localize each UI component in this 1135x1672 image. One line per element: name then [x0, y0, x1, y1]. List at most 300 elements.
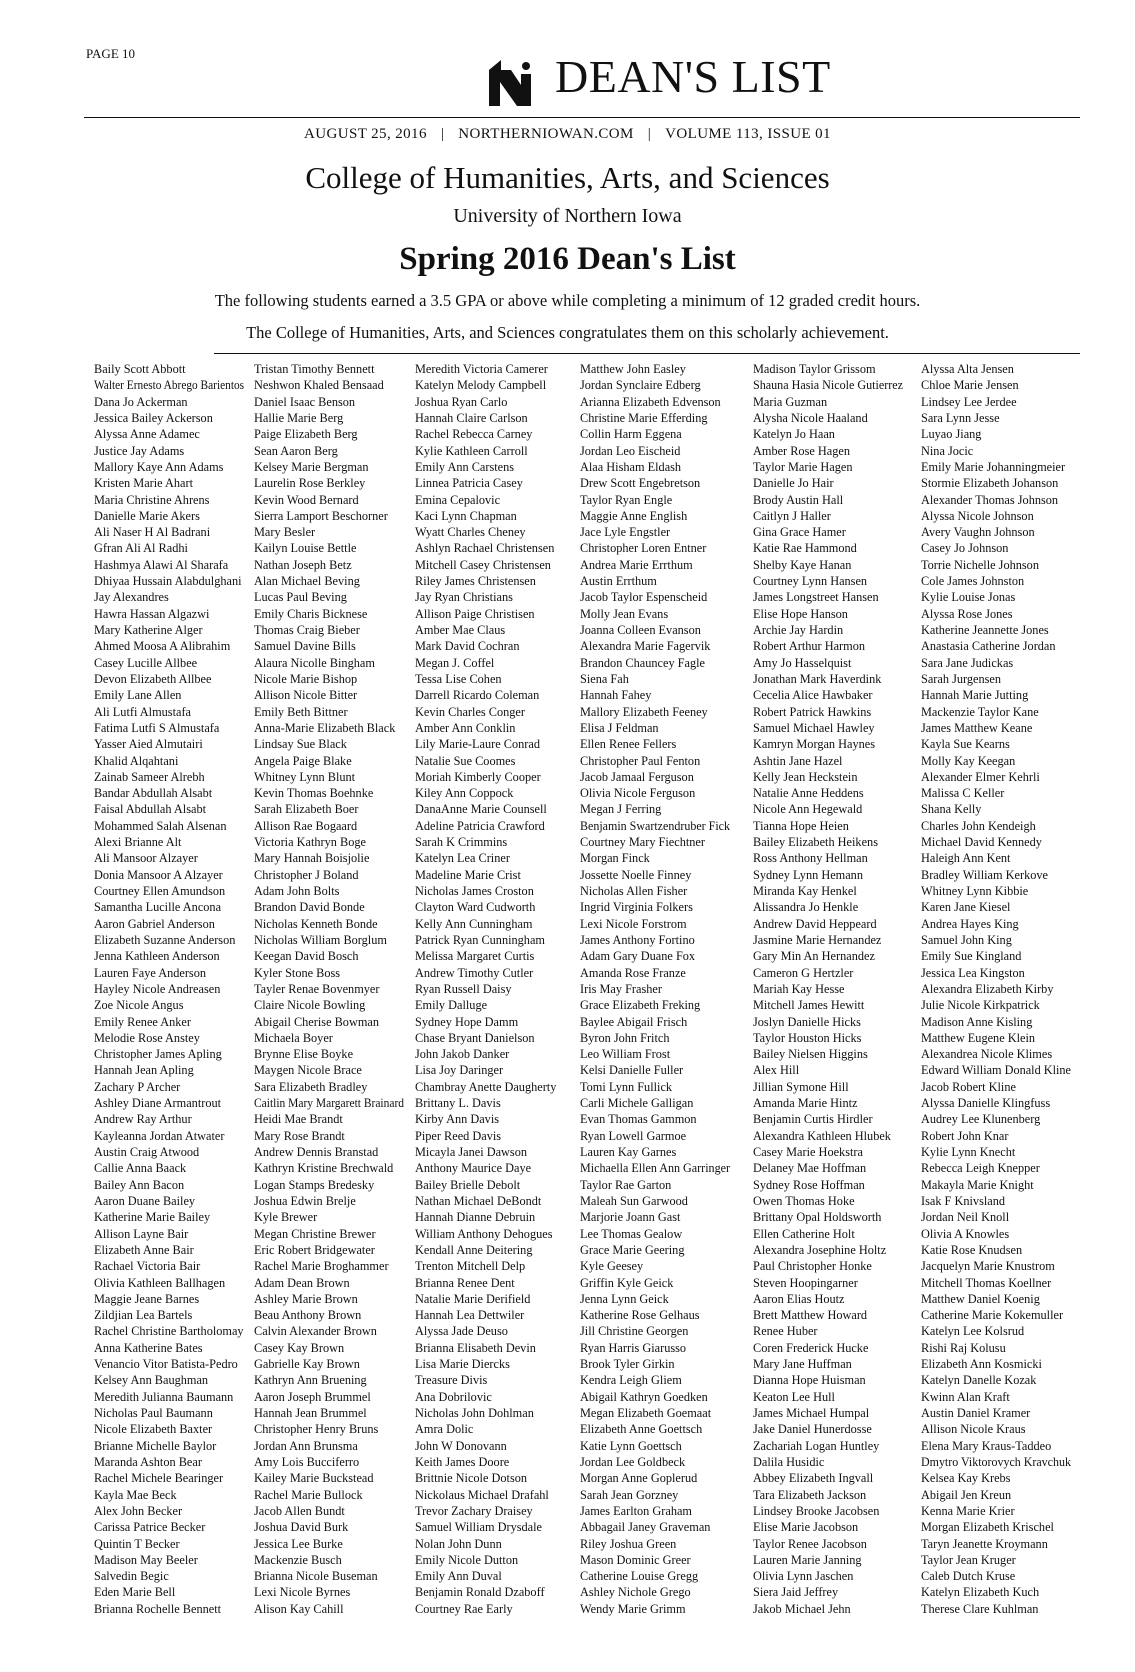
student-name: Baily Scott Abbott [94, 362, 186, 376]
student-name: Courtney Mary Fiechtner [580, 835, 705, 850]
student-name: Robert John Knar [921, 1128, 1009, 1143]
student-name: Quintin T Becker [94, 1536, 180, 1551]
student-name: Amy Jo Hasselquist [753, 655, 852, 670]
student-name: James Earlton Graham [580, 1503, 692, 1518]
divider [214, 353, 1080, 354]
student-name: Tessa Lise Cohen [415, 671, 502, 686]
student-name: Ana Dobrilovic [415, 1389, 492, 1404]
student-name: Samuel Michael Hawley [753, 720, 875, 735]
student-name: Adam John Bolts [254, 884, 340, 898]
student-name: Ashley Nichole Grego [580, 1585, 691, 1600]
student-name: Shelby Kaye Hanan [753, 557, 852, 572]
student-name: Darrell Ricardo Coleman [415, 688, 540, 703]
student-name: Lexi Nicole Forstrom [580, 916, 687, 931]
student-name: Samuel John King [921, 932, 1012, 947]
student-name: Mariah Kay Hesse [753, 981, 845, 996]
student-name: Thomas Craig Bieber [254, 623, 360, 637]
student-name: Drew Scott Engebretson [580, 476, 701, 491]
student-name: Katherine Marie Bailey [94, 1210, 211, 1225]
student-name: Jake Daniel Hunerdosse [753, 1422, 872, 1437]
student-name: Mackenzie Taylor Kane [921, 704, 1039, 719]
student-name: Amy Lois Bucciferro [254, 1454, 360, 1469]
student-name: Cole James Johnston [921, 574, 1025, 589]
student-name: Jillian Symone Hill [753, 1079, 849, 1094]
student-name: Allison Layne Bair [94, 1226, 189, 1241]
student-name: Makayla Marie Knight [921, 1177, 1034, 1192]
student-name: Griffin Kyle Geick [580, 1275, 674, 1290]
student-name: Jay Alexandres [94, 590, 169, 605]
student-name: Katelyn Melody Campbell [415, 378, 547, 393]
student-name: Kirby Ann Davis [415, 1112, 500, 1127]
student-name: Brittany L. Davis [415, 1096, 501, 1111]
student-name: Mitchell James Hewitt [753, 998, 865, 1013]
student-name: Meredith Victoria Camerer [415, 362, 548, 376]
student-name: Elizabeth Suzanne Anderson [94, 932, 236, 947]
student-name: Matthew Eugene Klein [921, 1030, 1036, 1045]
student-name: James Matthew Keane [921, 720, 1033, 735]
student-name: Kenna Marie Krier [921, 1503, 1015, 1518]
student-name: Bailey Brielle Debolt [415, 1177, 521, 1192]
student-name: Kayla Sue Kearns [921, 737, 1010, 752]
names-column-3 [415, 361, 573, 1617]
student-name: Rachael Victoria Bair [94, 1259, 201, 1274]
student-name: Owen Thomas Hoke [753, 1193, 855, 1208]
student-name: Bandar Abdullah Alsabt [94, 786, 213, 801]
student-name: Adam Dean Brown [254, 1275, 350, 1290]
student-name: Katelyn Lee Kolsrud [921, 1324, 1025, 1339]
student-name: Mackenzie Busch [254, 1552, 342, 1567]
student-name: Lindsey Brooke Jacobsen [753, 1503, 880, 1518]
masthead-title: DEAN'S LIST [555, 51, 831, 102]
student-name: Natalie Sue Coomes [415, 753, 516, 768]
student-name: Jonathan Mark Haverdink [753, 671, 882, 686]
student-name: James Michael Humpal [753, 1406, 870, 1420]
student-name: Hannah Marie Jutting [921, 688, 1029, 703]
student-name: Venancio Vitor Batista-Pedro [94, 1357, 238, 1372]
student-name: Siera Jaid Jeffrey [753, 1585, 839, 1600]
student-name: Ryan Russell Daisy [415, 981, 512, 996]
student-name: Mary Rose Brandt [254, 1128, 345, 1143]
student-name: Whitney Lynn Kibbie [921, 884, 1029, 898]
student-name: Arianna Elizabeth Edvenson [580, 394, 721, 409]
student-name: Nicole Marie Bishop [254, 671, 358, 686]
student-name: Adeline Patricia Crawford [415, 818, 545, 833]
student-name: Sarah Elizabeth Boer [254, 802, 359, 817]
student-name: Jenna Lynn Geick [580, 1291, 669, 1306]
northern-iowan-logo-icon [487, 60, 537, 106]
student-name: Paige Elizabeth Berg [254, 427, 358, 442]
student-name: Ross Anthony Hellman [753, 851, 868, 866]
student-name: Olivia Kathleen Ballhagen [94, 1275, 226, 1290]
student-name: Andrew Ray Arthur [94, 1112, 192, 1127]
student-name: Rachel Marie Broghammer [254, 1259, 389, 1274]
student-name: Kathryn Kristine Brechwald [254, 1161, 394, 1176]
student-name: Neshwon Khaled Bensaad [254, 378, 384, 393]
student-name: Benjamin Ronald Dzaboff [415, 1585, 545, 1600]
student-name: Andrew Timothy Cutler [415, 965, 534, 980]
student-name: Heidi Mae Brandt [254, 1112, 343, 1127]
student-name: Emily Nicole Dutton [415, 1552, 519, 1567]
congratulations-text: The College of Humanities, Arts, and Sciences congratulates them on this scholarly achievement. [246, 323, 889, 342]
student-name: Amra Dolic [415, 1422, 474, 1437]
student-name: Alison Kay Cahill [254, 1601, 344, 1616]
student-name: Jordan Ann Brunsma [254, 1438, 358, 1453]
student-name: Emily Ann Carstens [415, 459, 515, 474]
student-name: Katherine Rose Gelhaus [580, 1308, 700, 1323]
student-name: Linnea Patricia Casey [415, 476, 523, 491]
student-name: Cecelia Alice Hawbaker [753, 688, 873, 703]
student-name: Benjamin Swartzendruber Fick [580, 818, 730, 833]
student-name: Bailey Ann Bacon [94, 1177, 185, 1192]
student-name: Alexander Thomas Johnson [921, 492, 1059, 507]
student-name: Courtney Lynn Hansen [753, 574, 868, 589]
student-name: Wendy Marie Grimm [580, 1601, 686, 1616]
student-name: Charles John Kendeigh [921, 818, 1036, 833]
student-name: Eric Robert Bridgewater [254, 1242, 375, 1257]
student-name: Zildjian Lea Bartels [94, 1308, 193, 1323]
student-name: Katie Rae Hammond [753, 541, 857, 556]
student-name: Emily Marie Johanningmeier [921, 459, 1066, 474]
student-name: Alexander Elmer Kehrli [921, 769, 1040, 784]
student-name: Brett Matthew Howard [753, 1308, 868, 1323]
student-name: Katherine Jeannette Jones [921, 623, 1049, 637]
student-name: Katie Rose Knudsen [921, 1242, 1023, 1257]
student-name: Samantha Lucille Ancona [94, 900, 222, 915]
student-name: Alex Hill [753, 1063, 800, 1078]
student-name: Molly Jean Evans [580, 606, 669, 621]
student-name: Lauren Kay Garnes [580, 1145, 677, 1159]
student-name: Archie Jay Hardin [753, 623, 844, 637]
student-name: Mary Hannah Boisjolie [254, 851, 370, 866]
student-name: Taylor Renee Jacobson [753, 1536, 867, 1551]
student-name: Lisa Marie Diercks [415, 1357, 510, 1372]
student-name: Elisa J Feldman [580, 720, 659, 735]
student-name: Hannah Jean Apling [94, 1063, 194, 1078]
student-name: Nicholas John Dohlman [415, 1406, 534, 1420]
student-name: Devon Elizabeth Allbee [94, 671, 212, 686]
student-name: Maggie Jeane Barnes [94, 1291, 200, 1306]
student-name: Kelly Ann Cunningham [415, 916, 533, 931]
student-name: Kyle Geesey [580, 1259, 644, 1274]
student-name: Courtney Rae Early [415, 1601, 513, 1616]
student-name: Jessica Lea Kingston [921, 965, 1025, 980]
student-name: Rachel Michele Bearinger [94, 1471, 224, 1486]
student-name: Amber Ann Conklin [415, 720, 516, 735]
student-name: Logan Stamps Bredesky [254, 1177, 375, 1192]
student-name: Jessica Lee Burke [254, 1536, 343, 1551]
student-name: Mallory Elizabeth Feeney [580, 704, 708, 719]
student-name: Brianna Rochelle Bennett [94, 1601, 222, 1616]
student-name: Taylor Marie Hagen [753, 459, 853, 474]
student-name: Jossette Noelle Finney [580, 867, 692, 882]
student-name: Jacob Jamaal Ferguson [580, 769, 694, 784]
student-name: Kendra Leigh Gliem [580, 1373, 682, 1388]
student-name: Alaura Nicolle Bingham [254, 655, 375, 670]
student-name: Cameron G Hertzler [753, 965, 854, 980]
student-name: Donia Mansoor A Alzayer [94, 867, 223, 882]
student-name: Clayton Ward Cudworth [415, 900, 536, 915]
student-name: Alexandra Kathleen Hlubek [753, 1128, 891, 1143]
student-name: Jacob Allen Bundt [254, 1503, 345, 1518]
student-name: Alyssa Jade Deuso [415, 1324, 508, 1339]
student-name: Amber Mae Claus [415, 623, 506, 637]
student-name: Victoria Kathryn Boge [254, 835, 366, 850]
student-name: Trenton Mitchell Delp [415, 1259, 526, 1274]
student-name: Lisa Joy Daringer [415, 1063, 504, 1078]
student-name: Malissa C Keller [921, 786, 1005, 801]
student-name: Micayla Janei Dawson [415, 1145, 528, 1159]
student-name: Siena Fah [580, 671, 629, 686]
student-name: Brianna Nicole Buseman [254, 1569, 378, 1584]
student-name: Evan Thomas Gammon [580, 1112, 697, 1127]
student-name: Brandon Chauncey Fagle [580, 655, 705, 670]
student-name: Wyatt Charles Cheney [415, 525, 526, 540]
names-column-4 [580, 361, 738, 1617]
student-name: Brittnie Nicole Dotson [415, 1471, 528, 1486]
student-name: Austin Daniel Kramer [921, 1406, 1031, 1420]
student-name: Kylie Louise Jonas [921, 590, 1016, 605]
website-link[interactable]: NORTHERNIOWAN.COM [458, 126, 634, 142]
student-name: Abigail Cherise Bowman [254, 1014, 379, 1029]
student-name: Kevin Thomas Boehnke [254, 786, 374, 801]
student-name: Calvin Alexander Brown [254, 1324, 377, 1339]
student-name: Emily Sue Kingland [921, 949, 1022, 964]
student-name: Andrew Dennis Branstad [254, 1145, 379, 1159]
student-name: Brianne Michelle Baylor [94, 1438, 217, 1453]
student-name: Mallory Kaye Ann Adams [94, 459, 224, 474]
student-name: Anastasia Catherine Jordan [921, 639, 1056, 654]
student-name: Kayla Mae Beck [94, 1487, 177, 1502]
student-name: Kelsey Ann Baughman [94, 1373, 209, 1388]
student-name: Morgan Anne Goplerud [580, 1471, 698, 1486]
student-name: Alexandra Josephine Holtz [753, 1242, 887, 1257]
student-name: Tayler Renae Bovenmyer [254, 981, 380, 996]
student-name: Miranda Kay Henkel [753, 884, 857, 898]
student-name: Megan Elizabeth Goemaat [580, 1406, 712, 1420]
student-name: Karen Jane Kiesel [921, 900, 1011, 915]
student-name: Natalie Marie Derifield [415, 1291, 531, 1306]
student-name: Alexandra Elizabeth Kirby [921, 981, 1054, 996]
student-name: Nicholas Paul Baumann [94, 1406, 213, 1420]
student-name: Jessica Bailey Ackerson [94, 410, 213, 425]
student-name: Jill Christine Georgen [580, 1324, 689, 1339]
student-name: Kelly Jean Heckstein [753, 769, 858, 784]
student-name: Hannah Fahey [580, 688, 652, 703]
student-name: Alex John Becker [94, 1503, 183, 1518]
page-number: PAGE 10 [86, 46, 136, 61]
student-name: Michaela Boyer [254, 1030, 333, 1045]
student-name: Gabrielle Kay Brown [254, 1357, 360, 1372]
names-column-5 [753, 361, 911, 1617]
student-name: Lexi Nicole Byrnes [254, 1585, 351, 1600]
student-name: Kevin Charles Conger [415, 704, 525, 719]
student-name: Sarah Jean Gorzney [580, 1487, 679, 1502]
student-name: DanaAnne Marie Counsell [415, 802, 547, 817]
student-name: Brianna Elisabeth Devin [415, 1340, 536, 1355]
student-name: Kathryn Ann Bruening [254, 1373, 367, 1388]
student-name: William Anthony Dehogues [415, 1226, 553, 1241]
student-name: Jace Lyle Engstler [580, 525, 671, 540]
student-name: Kayleanna Jordan Atwater [94, 1128, 225, 1143]
student-name: Joshua Edwin Brelje [254, 1193, 356, 1208]
student-name: Kelsea Kay Krebs [921, 1471, 1011, 1486]
student-name: Hashmya Alawi Al Sharafa [94, 557, 229, 572]
student-name: Joanna Colleen Evanson [580, 623, 701, 637]
student-name: Christopher Paul Fenton [580, 753, 701, 768]
student-name: Therese Clare Kuhlman [921, 1601, 1039, 1616]
student-name: Sydney Hope Damm [415, 1014, 519, 1029]
student-name: Julie Nicole Kirkpatrick [921, 998, 1040, 1013]
student-name: Marjorie Joann Gast [580, 1210, 681, 1225]
student-name: Amanda Rose Franze [580, 965, 686, 980]
student-name: Carli Michele Galligan [580, 1096, 694, 1111]
student-name: Sarah K Crimmins [415, 835, 508, 850]
student-name: Moriah Kimberly Cooper [415, 769, 541, 784]
student-name: Morgan Elizabeth Krischel [921, 1520, 1054, 1535]
intro-text: The following students earned a 3.5 GPA or above while completing a minimum of 12 graded credit hours. [214, 291, 921, 310]
student-name: Nicholas James Croston [415, 884, 534, 898]
student-name: Alexandra Marie Fagervik [580, 639, 711, 654]
student-name: John Jakob Danker [415, 1047, 510, 1062]
student-name: Casey Marie Hoekstra [753, 1145, 863, 1159]
student-name: Brianna Renee Dent [415, 1275, 515, 1290]
student-name: Kendall Anne Deitering [415, 1242, 533, 1257]
student-name: Katelyn Lea Criner [415, 851, 510, 866]
student-name: Samuel Davine Bills [254, 639, 356, 654]
student-name: Abigail Jen Kreun [921, 1487, 1012, 1502]
student-name: Katelyn Elizabeth Kuch [921, 1585, 1040, 1600]
student-name: Jenna Kathleen Anderson [94, 949, 220, 964]
student-name: Taylor Jean Kruger [921, 1552, 1016, 1567]
student-name: Hayley Nicole Andreasen [94, 981, 221, 996]
student-name: Nathan Michael DeBondt [415, 1193, 542, 1208]
student-name: Austin Errthum [580, 574, 657, 589]
student-name: Kevin Wood Bernard [254, 492, 359, 507]
student-name: Alyssa Nicole Johnson [921, 508, 1034, 523]
student-name: James Longstreet Hansen [753, 590, 879, 605]
student-name: Emily Renee Anker [94, 1014, 191, 1029]
student-name: Trevor Zachary Draisey [415, 1503, 533, 1518]
student-name: Paul Christopher Honke [753, 1259, 872, 1274]
names-column-2 [254, 361, 412, 1617]
student-name: Baylee Abigail Frisch [580, 1014, 688, 1029]
student-name: Beau Anthony Brown [254, 1308, 362, 1323]
student-name: Ali Lutfi Almustafa [94, 704, 191, 719]
student-name: Sean Aaron Berg [254, 443, 338, 458]
student-name: Casey Jo Johnson [921, 541, 1009, 556]
student-name: Anthony Maurice Daye [415, 1161, 532, 1176]
student-name: Melodie Rose Anstey [94, 1030, 200, 1045]
student-name: Andrea Hayes King [921, 916, 1019, 931]
student-name: Chase Bryant Danielson [415, 1030, 535, 1045]
student-name: Walter Ernesto Abrego Barientos [94, 378, 245, 393]
student-name: Matthew Daniel Koenig [921, 1291, 1040, 1306]
student-name: Dalila Husidic [753, 1454, 825, 1469]
divider [84, 117, 1080, 118]
student-name: Haleigh Ann Kent [921, 851, 1011, 866]
student-name: Jakob Michael Jehn [753, 1601, 851, 1616]
student-name: Nicholas Allen Fisher [580, 884, 688, 898]
student-name: Mark David Cochran [415, 639, 520, 654]
student-name: Allison Nicole Bitter [254, 688, 358, 703]
student-name: Katelyn Jo Haan [753, 427, 835, 442]
student-name: Taylor Rae Garton [580, 1177, 672, 1192]
student-name: Nickolaus Michael Drafahl [415, 1487, 549, 1502]
student-name: Lauren Faye Anderson [94, 965, 207, 980]
student-name: Lindsey Lee Jerdee [921, 394, 1017, 409]
student-name: Grace Elizabeth Freking [580, 998, 701, 1013]
student-name: Madeline Marie Crist [415, 867, 521, 882]
student-name: Brittany Opal Holdsworth [753, 1210, 882, 1225]
student-name: Courtney Ellen Amundson [94, 884, 226, 898]
student-name: Jordan Neil Knoll [921, 1210, 1010, 1225]
student-name: Keith James Doore [415, 1454, 510, 1469]
student-name: Brook Tyler Girkin [580, 1357, 675, 1372]
student-name: Emily Dalluge [415, 998, 488, 1013]
student-name: Abigail Kathryn Goedken [580, 1389, 708, 1404]
student-name: Zainab Sameer Alrebh [94, 769, 205, 784]
student-name: Adam Gary Duane Fox [580, 949, 696, 964]
student-name: Allison Nicole Kraus [921, 1422, 1026, 1437]
student-name: Mason Dominic Greer [580, 1552, 691, 1567]
student-name: Nicole Ann Hegewald [753, 802, 863, 817]
student-name: Kyler Stone Boss [254, 965, 341, 980]
student-name: Catherine Marie Kokemuller [921, 1308, 1064, 1323]
student-name: Luyao Jiang [921, 427, 982, 442]
student-name: Jacob Robert Kline [921, 1079, 1016, 1094]
student-name: Shauna Hasia Nicole Gutierrez [753, 378, 904, 393]
student-name: Mary Besler [254, 525, 316, 540]
student-name: Alyssa Anne Adamec [94, 427, 200, 442]
student-name: Patrick Ryan Cunningham [415, 932, 545, 947]
issue-date: AUGUST 25, 2016 [304, 126, 427, 142]
student-name: Edward William Donald Kline [921, 1063, 1071, 1078]
student-name: Ashley Marie Brown [254, 1291, 358, 1306]
student-name: Mary Katherine Alger [94, 623, 203, 637]
student-name: Kiley Ann Coppock [415, 786, 514, 801]
student-name: Mitchell Thomas Koellner [921, 1275, 1052, 1290]
student-name: Madison Anne Kisling [921, 1014, 1033, 1029]
student-name: Andrew David Heppeard [753, 916, 877, 931]
student-name: Elena Mary Kraus-Taddeo [921, 1438, 1052, 1453]
student-name: Tristan Timothy Bennett [254, 362, 375, 376]
student-name: Amanda Marie Hintz [753, 1096, 858, 1111]
student-name: Mary Jane Huffman [753, 1357, 852, 1372]
student-name: Christopher J Boland [254, 867, 359, 882]
separator: | [440, 126, 445, 142]
student-name: Meredith Julianna Baumann [94, 1389, 234, 1404]
student-name: Madison May Beeler [94, 1552, 198, 1567]
dateline [0, 126, 1135, 143]
student-name: Riley Joshua Green [580, 1536, 677, 1551]
student-name: Salvedin Begic [94, 1569, 169, 1584]
student-name: Callie Anna Baack [94, 1161, 187, 1176]
student-name: Isak F Knivsland [921, 1193, 1006, 1208]
student-name: Claire Nicole Bowling [254, 998, 366, 1013]
student-name: Sara Jane Judickas [921, 655, 1014, 670]
student-name: Faisal Abdullah Alsabt [94, 802, 207, 817]
student-name: Rishi Raj Kolusu [921, 1340, 1006, 1355]
student-name: Elizabeth Anne Goettsch [580, 1422, 703, 1437]
student-name: Anna-Marie Elizabeth Black [254, 720, 396, 735]
student-name: Megan J. Coffel [415, 655, 495, 670]
student-name: Kwinn Alan Kraft [921, 1389, 1010, 1404]
student-name: Lee Thomas Gealow [580, 1226, 683, 1241]
student-name: Aaron Gabriel Anderson [94, 916, 215, 931]
article-title: Spring 2016 Dean's List [399, 241, 736, 277]
student-name: Gary Min An Hernandez [753, 949, 875, 964]
student-name: Natalie Anne Heddens [753, 786, 864, 801]
